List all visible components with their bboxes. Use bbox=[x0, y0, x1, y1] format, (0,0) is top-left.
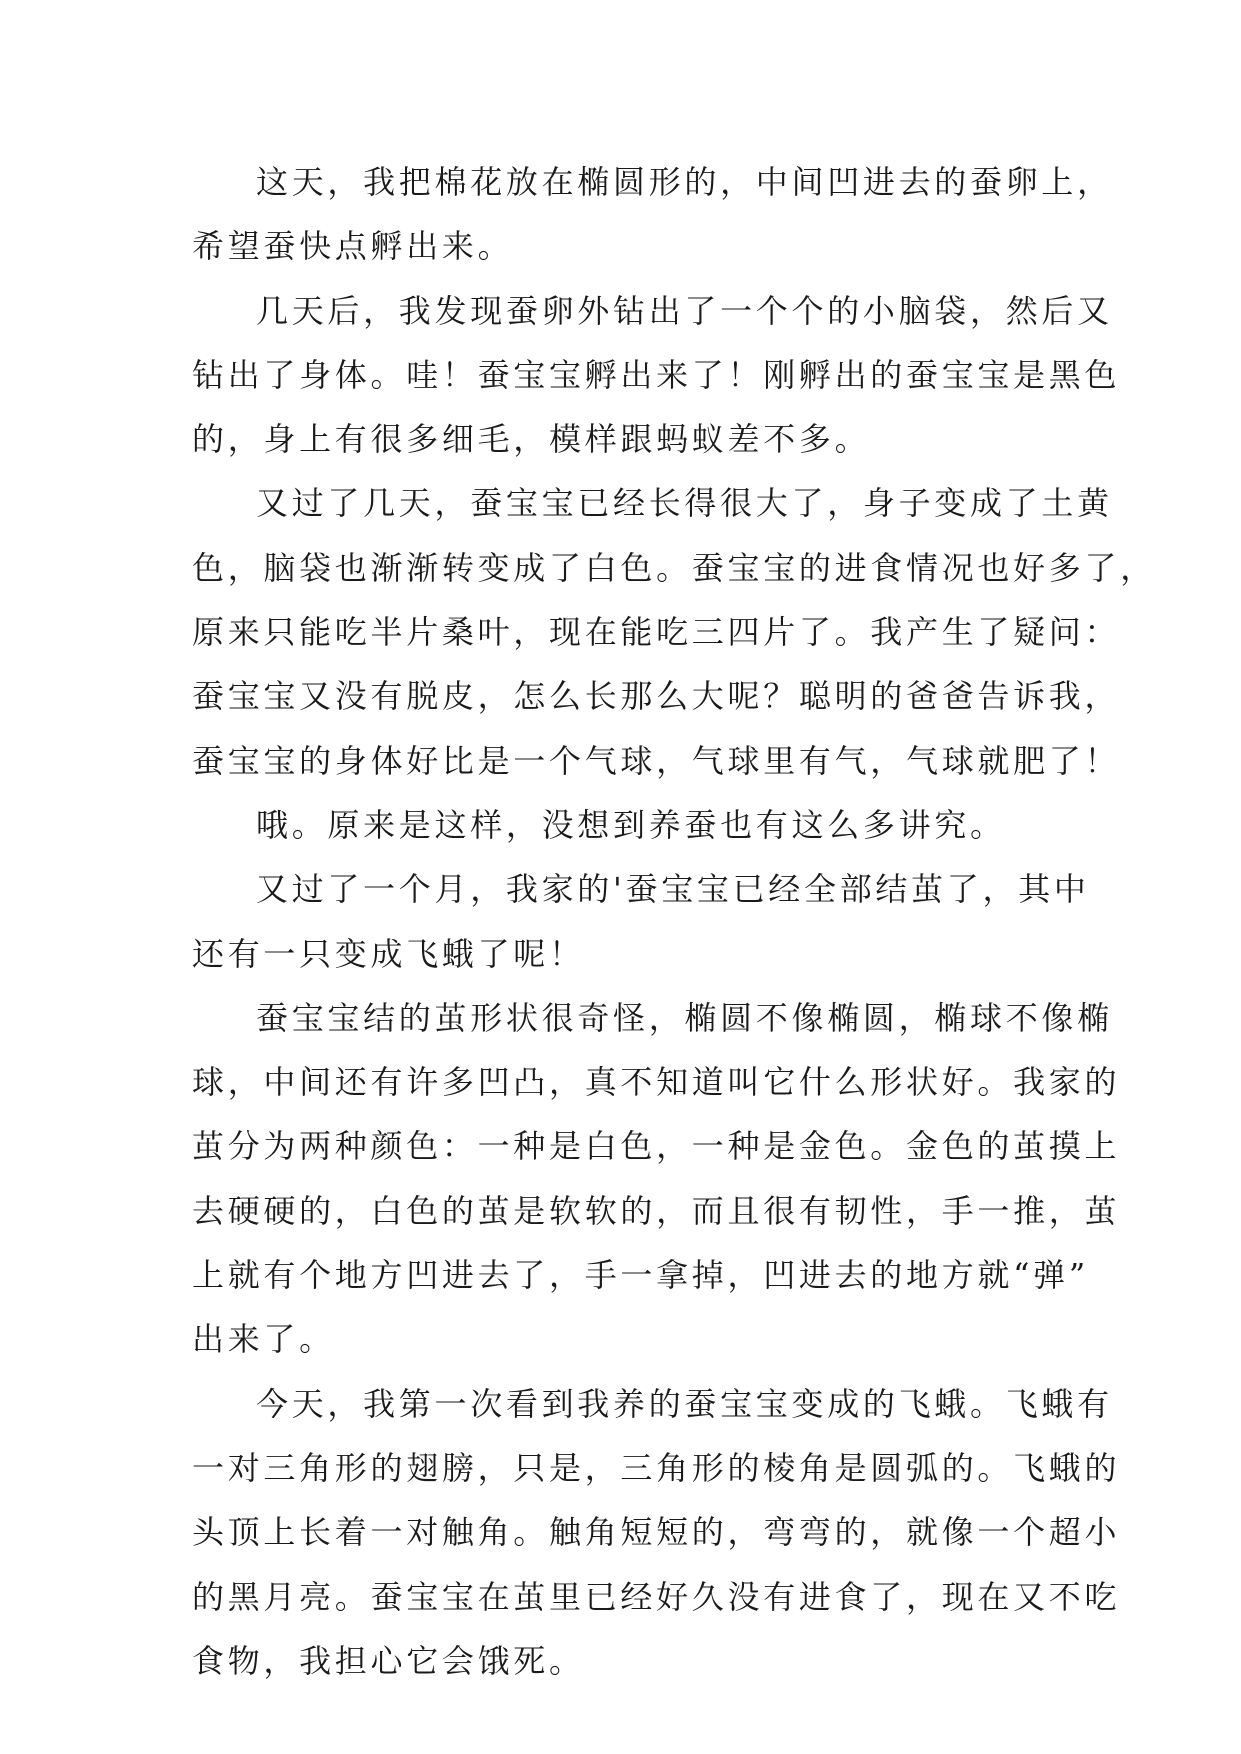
text-line: 色，脑袋也渐渐转变成了白色。蚕宝宝的进食情况也好多了， bbox=[192, 548, 1156, 587]
text-line: 希望蚕快点孵出来。 bbox=[192, 227, 514, 266]
text-line: 哦。原来是这样，没想到养蚕也有这么多讲究。 bbox=[256, 805, 1006, 844]
text-line: 出来了。 bbox=[192, 1320, 335, 1359]
text-line: 上就有个地方凹进去了，手一拿掉，凹进去的地方就“弹” bbox=[192, 1256, 1089, 1295]
text-line: 茧分为两种颜色：一种是白色，一种是金色。金色的茧摸上 bbox=[192, 1127, 1121, 1166]
text-line: 食物，我担心它会饿死。 bbox=[192, 1641, 585, 1680]
document-page bbox=[192, 150, 1156, 1693]
text-line: 蚕宝宝结的茧形状很奇怪，椭圆不像椭圆，椭球不像椭 bbox=[256, 998, 1113, 1037]
text-line: 又过了一个月，我家的'蚕宝宝已经全部结茧了，其中 bbox=[256, 870, 1090, 909]
text-line: 钻出了身体。哇！蚕宝宝孵出来了！刚孵出的蚕宝宝是黑色 bbox=[192, 355, 1121, 394]
text-line: 头顶上长着一对触角。触角短短的，弯弯的，就像一个超小 bbox=[192, 1513, 1121, 1552]
text-line: 球，中间还有许多凹凸，真不知道叫它什么形状好。我家的 bbox=[192, 1063, 1121, 1102]
text-line: 原来只能吃半片桑叶，现在能吃三四片了。我产生了疑问： bbox=[192, 613, 1121, 652]
text-line: 去硬硬的，白色的茧是软软的，而且很有韧性，手一推，茧 bbox=[192, 1191, 1121, 1230]
text-line: 还有一只变成飞蛾了呢！ bbox=[192, 934, 585, 973]
text-line: 今天，我第一次看到我养的蚕宝宝变成的飞蛾。飞蛾有 bbox=[256, 1384, 1113, 1423]
text-line: 的，身上有很多细毛，模样跟蚂蚁差不多。 bbox=[192, 420, 871, 459]
text-line: 一对三角形的翅膀，只是，三角形的棱角是圆弧的。飞蛾的 bbox=[192, 1448, 1121, 1487]
text-line: 蚕宝宝又没有脱皮，怎么长那么大呢？聪明的爸爸告诉我， bbox=[192, 677, 1121, 716]
text-line: 蚕宝宝的身体好比是一个气球，气球里有气，气球就肥了！ bbox=[192, 741, 1121, 780]
text-line: 的黑月亮。蚕宝宝在茧里已经好久没有进食了，现在又不吃 bbox=[192, 1577, 1121, 1616]
text-line: 又过了几天，蚕宝宝已经长得很大了，身子变成了土黄 bbox=[256, 484, 1113, 523]
text-line: 几天后，我发现蚕卵外钻出了一个个的小脑袋，然后又 bbox=[256, 291, 1113, 330]
text-line: 这天，我把棉花放在椭圆形的，中间凹进去的蚕卵上， bbox=[256, 163, 1113, 201]
